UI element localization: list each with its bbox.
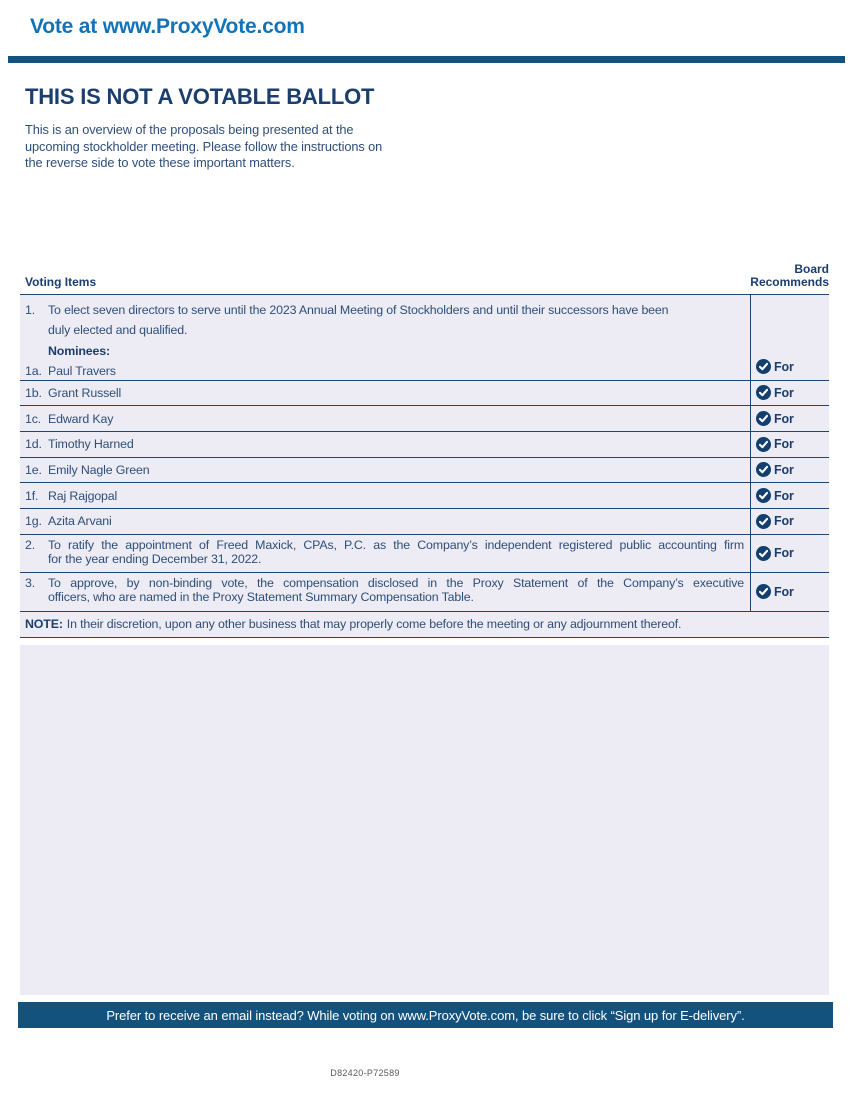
intro-line: This is an overview of the proposals being presented at the bbox=[25, 122, 354, 137]
note-label: NOTE: bbox=[25, 617, 63, 632]
check-circle-icon bbox=[756, 546, 771, 561]
recommendation-label: For bbox=[774, 359, 794, 374]
item1-number: 1. bbox=[25, 302, 36, 317]
intro-line: upcoming stockholder meeting. Please follow the instructions on bbox=[25, 138, 383, 154]
recommendation-cell bbox=[751, 483, 829, 508]
nominee-cell bbox=[20, 406, 751, 431]
nominee-name: Paul Travers bbox=[48, 364, 116, 379]
voting-items-table bbox=[20, 294, 829, 638]
table-row-nominee bbox=[20, 381, 829, 407]
recommendation-label: For bbox=[774, 437, 794, 452]
recommendation-cell bbox=[751, 535, 829, 572]
recommendation-cell bbox=[751, 573, 829, 611]
table-row-nominee bbox=[20, 483, 829, 509]
page-title: THIS IS NOT A VOTABLE BALLOT bbox=[25, 84, 375, 109]
nominees-label: Nominees: bbox=[48, 343, 110, 358]
nominee-id: 1b. bbox=[25, 385, 42, 400]
nominee-name: Grant Russell bbox=[48, 385, 122, 400]
item2-cell bbox=[20, 535, 751, 572]
nominee-name: Emily Nagle Green bbox=[48, 462, 150, 477]
table-row-nominee bbox=[20, 406, 829, 432]
check-circle-icon bbox=[756, 514, 771, 529]
board-recommends-line1: Board bbox=[794, 262, 829, 276]
recommendation-cell bbox=[751, 381, 829, 406]
nominee-name: Azita Arvani bbox=[48, 514, 112, 529]
nominee-id: 1a. bbox=[25, 364, 42, 379]
note-cell bbox=[20, 612, 829, 637]
blank-shaded-area bbox=[20, 645, 829, 995]
recommendation-label: For bbox=[774, 411, 794, 426]
table-row-nominee bbox=[20, 509, 829, 535]
check-circle-icon bbox=[756, 359, 771, 374]
item3-number: 3. bbox=[25, 576, 36, 591]
document-id: D82420-P72589 bbox=[330, 1068, 400, 1078]
voting-items-column-header: Voting Items bbox=[25, 275, 97, 289]
item1-text-line1: To elect seven directors to serve until the 2023 Annual Meeting of Stockholders and until their successors have been bbox=[48, 302, 669, 317]
board-recommends-column-header bbox=[750, 263, 829, 288]
nominee-name: Raj Rajgopal bbox=[48, 488, 118, 503]
recommendation-label: For bbox=[774, 488, 794, 503]
recommendation-cell bbox=[751, 295, 829, 380]
item3-cell bbox=[20, 573, 751, 611]
check-circle-icon bbox=[756, 462, 771, 477]
nominee-cell bbox=[20, 432, 751, 457]
recommendation-label: For bbox=[774, 514, 794, 529]
table-row-item2 bbox=[20, 535, 829, 573]
nominee-id: 1c. bbox=[25, 411, 42, 426]
nominee-name: Edward Kay bbox=[48, 411, 114, 426]
item2-text-line2: for the year ending December 31, 2022. bbox=[48, 551, 262, 566]
item1-cell bbox=[20, 295, 751, 380]
board-recommends-line2: Recommends bbox=[750, 274, 829, 289]
proxyvote-url-heading: Vote at www.ProxyVote.com bbox=[30, 15, 305, 38]
nominee-cell bbox=[20, 381, 751, 406]
item3-text-line2: officers, who are named in the Proxy Statement Summary Compensation Table. bbox=[48, 589, 474, 604]
check-circle-icon bbox=[756, 411, 771, 426]
recommendation-cell bbox=[751, 406, 829, 431]
nominee-id: 1f. bbox=[25, 488, 39, 503]
table-row-nominee bbox=[20, 458, 829, 484]
header-divider-bar bbox=[8, 56, 845, 63]
note-text: In their discretion, upon any other business that may properly come before the meeting or any adjournment thereof. bbox=[66, 617, 682, 632]
intro-paragraph bbox=[25, 122, 445, 172]
recommendation-label: For bbox=[774, 584, 794, 599]
nominee-id: 1d. bbox=[25, 437, 42, 452]
nominee-id: 1g. bbox=[25, 514, 42, 529]
table-row-nominee bbox=[20, 432, 829, 458]
recommendation-label: For bbox=[774, 462, 794, 477]
nominee-name: Timothy Harned bbox=[48, 437, 134, 452]
recommendation-label: For bbox=[774, 385, 794, 400]
edelivery-banner-text: Prefer to receive an email instead? While voting on www.ProxyVote.com, be sure to click “Sign up for E-delivery”. bbox=[106, 1007, 745, 1023]
nominee-id: 1e. bbox=[25, 462, 42, 477]
check-circle-icon bbox=[756, 437, 771, 452]
check-circle-icon bbox=[756, 385, 771, 400]
check-circle-icon bbox=[756, 584, 771, 599]
nominee-cell bbox=[20, 483, 751, 508]
nominee-cell bbox=[20, 458, 751, 483]
recommendation-cell bbox=[751, 458, 829, 483]
item2-number: 2. bbox=[25, 538, 36, 553]
recommendation-cell bbox=[751, 509, 829, 534]
table-row-note bbox=[20, 612, 829, 638]
table-row-item3 bbox=[20, 573, 829, 612]
item2-text-line1: To ratify the appointment of Freed Maxick, CPAs, P.C. as the Company’s independent registered public accounting firm bbox=[48, 538, 744, 553]
edelivery-banner bbox=[18, 1002, 833, 1028]
table-row-item1 bbox=[20, 295, 829, 381]
check-circle-icon bbox=[756, 488, 771, 503]
nominee-cell bbox=[20, 509, 751, 534]
recommendation-label: For bbox=[774, 546, 794, 561]
recommendation-cell bbox=[751, 432, 829, 457]
item3-text-line1: To approve, by non-binding vote, the compensation disclosed in the Proxy Statement of the Company’s executive bbox=[48, 576, 744, 591]
intro-line: the reverse side to vote these important matters. bbox=[25, 155, 295, 171]
item1-text-line2: duly elected and qualified. bbox=[48, 323, 188, 338]
